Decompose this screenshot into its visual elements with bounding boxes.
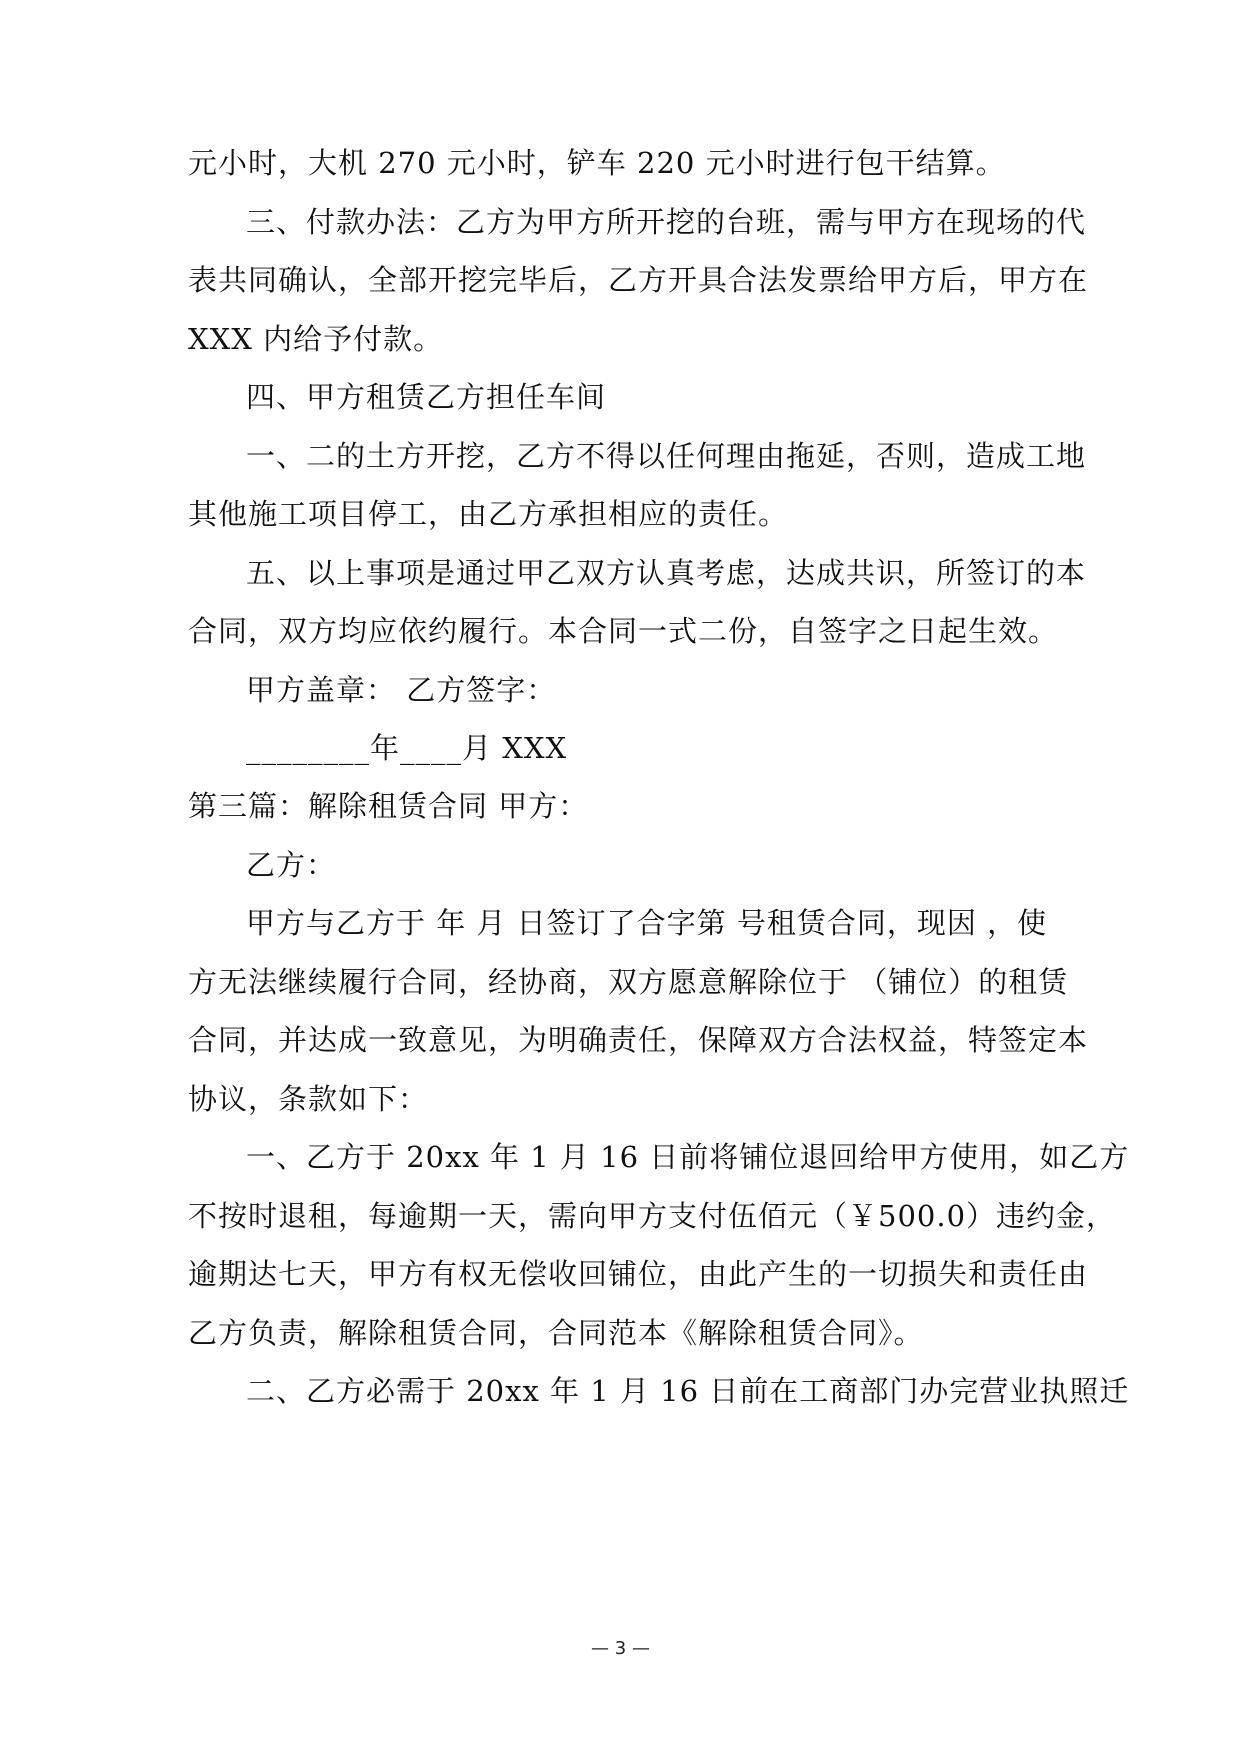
text-line: 表共同确认，全部开挖完毕后，乙方开具合法发票给甲方后，甲方在 [188, 263, 1089, 297]
text-line: 一、二的土方开挖，乙方不得以任何理由拖延，否则，造成工地 [246, 439, 1087, 473]
text-line: 方无法继续履行合同，经协商，双方愿意解除位于 （铺位）的租赁 [188, 965, 1069, 999]
date-line: ________年____月 XXX [246, 731, 568, 765]
page-number: — 3 — [591, 1638, 650, 1659]
text-line: 四、甲方租赁乙方担任车间 [246, 380, 607, 414]
text-line: 甲方与乙方于 年 月 日签订了合字第 号租赁合同，现因 ，使 [246, 906, 1048, 940]
text-line: XXX 内给予付款。 [188, 322, 444, 356]
text-line: 不按时退租，每逾期一天，需向甲方支付伍佰元（￥500.0）违约金， [188, 1199, 1117, 1233]
text-line: 三、付款办法：乙方为甲方所开挖的台班，需与甲方在现场的代 [246, 205, 1087, 239]
text-line: 合同，并达成一致意见，为明确责任，保障双方合法权益，特签定本 [188, 1023, 1089, 1057]
text-line: 协议，条款如下： [188, 1082, 429, 1116]
signature-line: 甲方盖章： 乙方签字： [246, 673, 557, 707]
text-line: 五、以上事项是通过甲乙双方认真考虑，达成共识，所签订的本 [246, 556, 1087, 590]
text-line: 乙方： [246, 848, 337, 882]
text-line: 元小时，大机 270 元小时，铲车 220 元小时进行包干结算。 [188, 146, 1006, 180]
text-line: 二、乙方必需于 20xx 年 1 月 16 日前在工商部门办完营业执照迁 [246, 1374, 1130, 1408]
text-line: 一、乙方于 20xx 年 1 月 16 日前将铺位退回给甲方使用，如乙方 [246, 1140, 1130, 1174]
text-line: 其他施工项目停工，由乙方承担相应的责任。 [188, 497, 789, 531]
text-line: 合同，双方均应依约履行。本合同一式二份，自签字之日起生效。 [188, 614, 1059, 648]
text-line: 乙方负责，解除租赁合同，合同范本《解除租赁合同》。 [188, 1316, 924, 1350]
section-heading: 第三篇：解除租赁合同 甲方： [188, 789, 589, 823]
text-line: 逾期达七天，甲方有权无偿收回铺位，由此产生的一切损失和责任由 [188, 1257, 1089, 1291]
